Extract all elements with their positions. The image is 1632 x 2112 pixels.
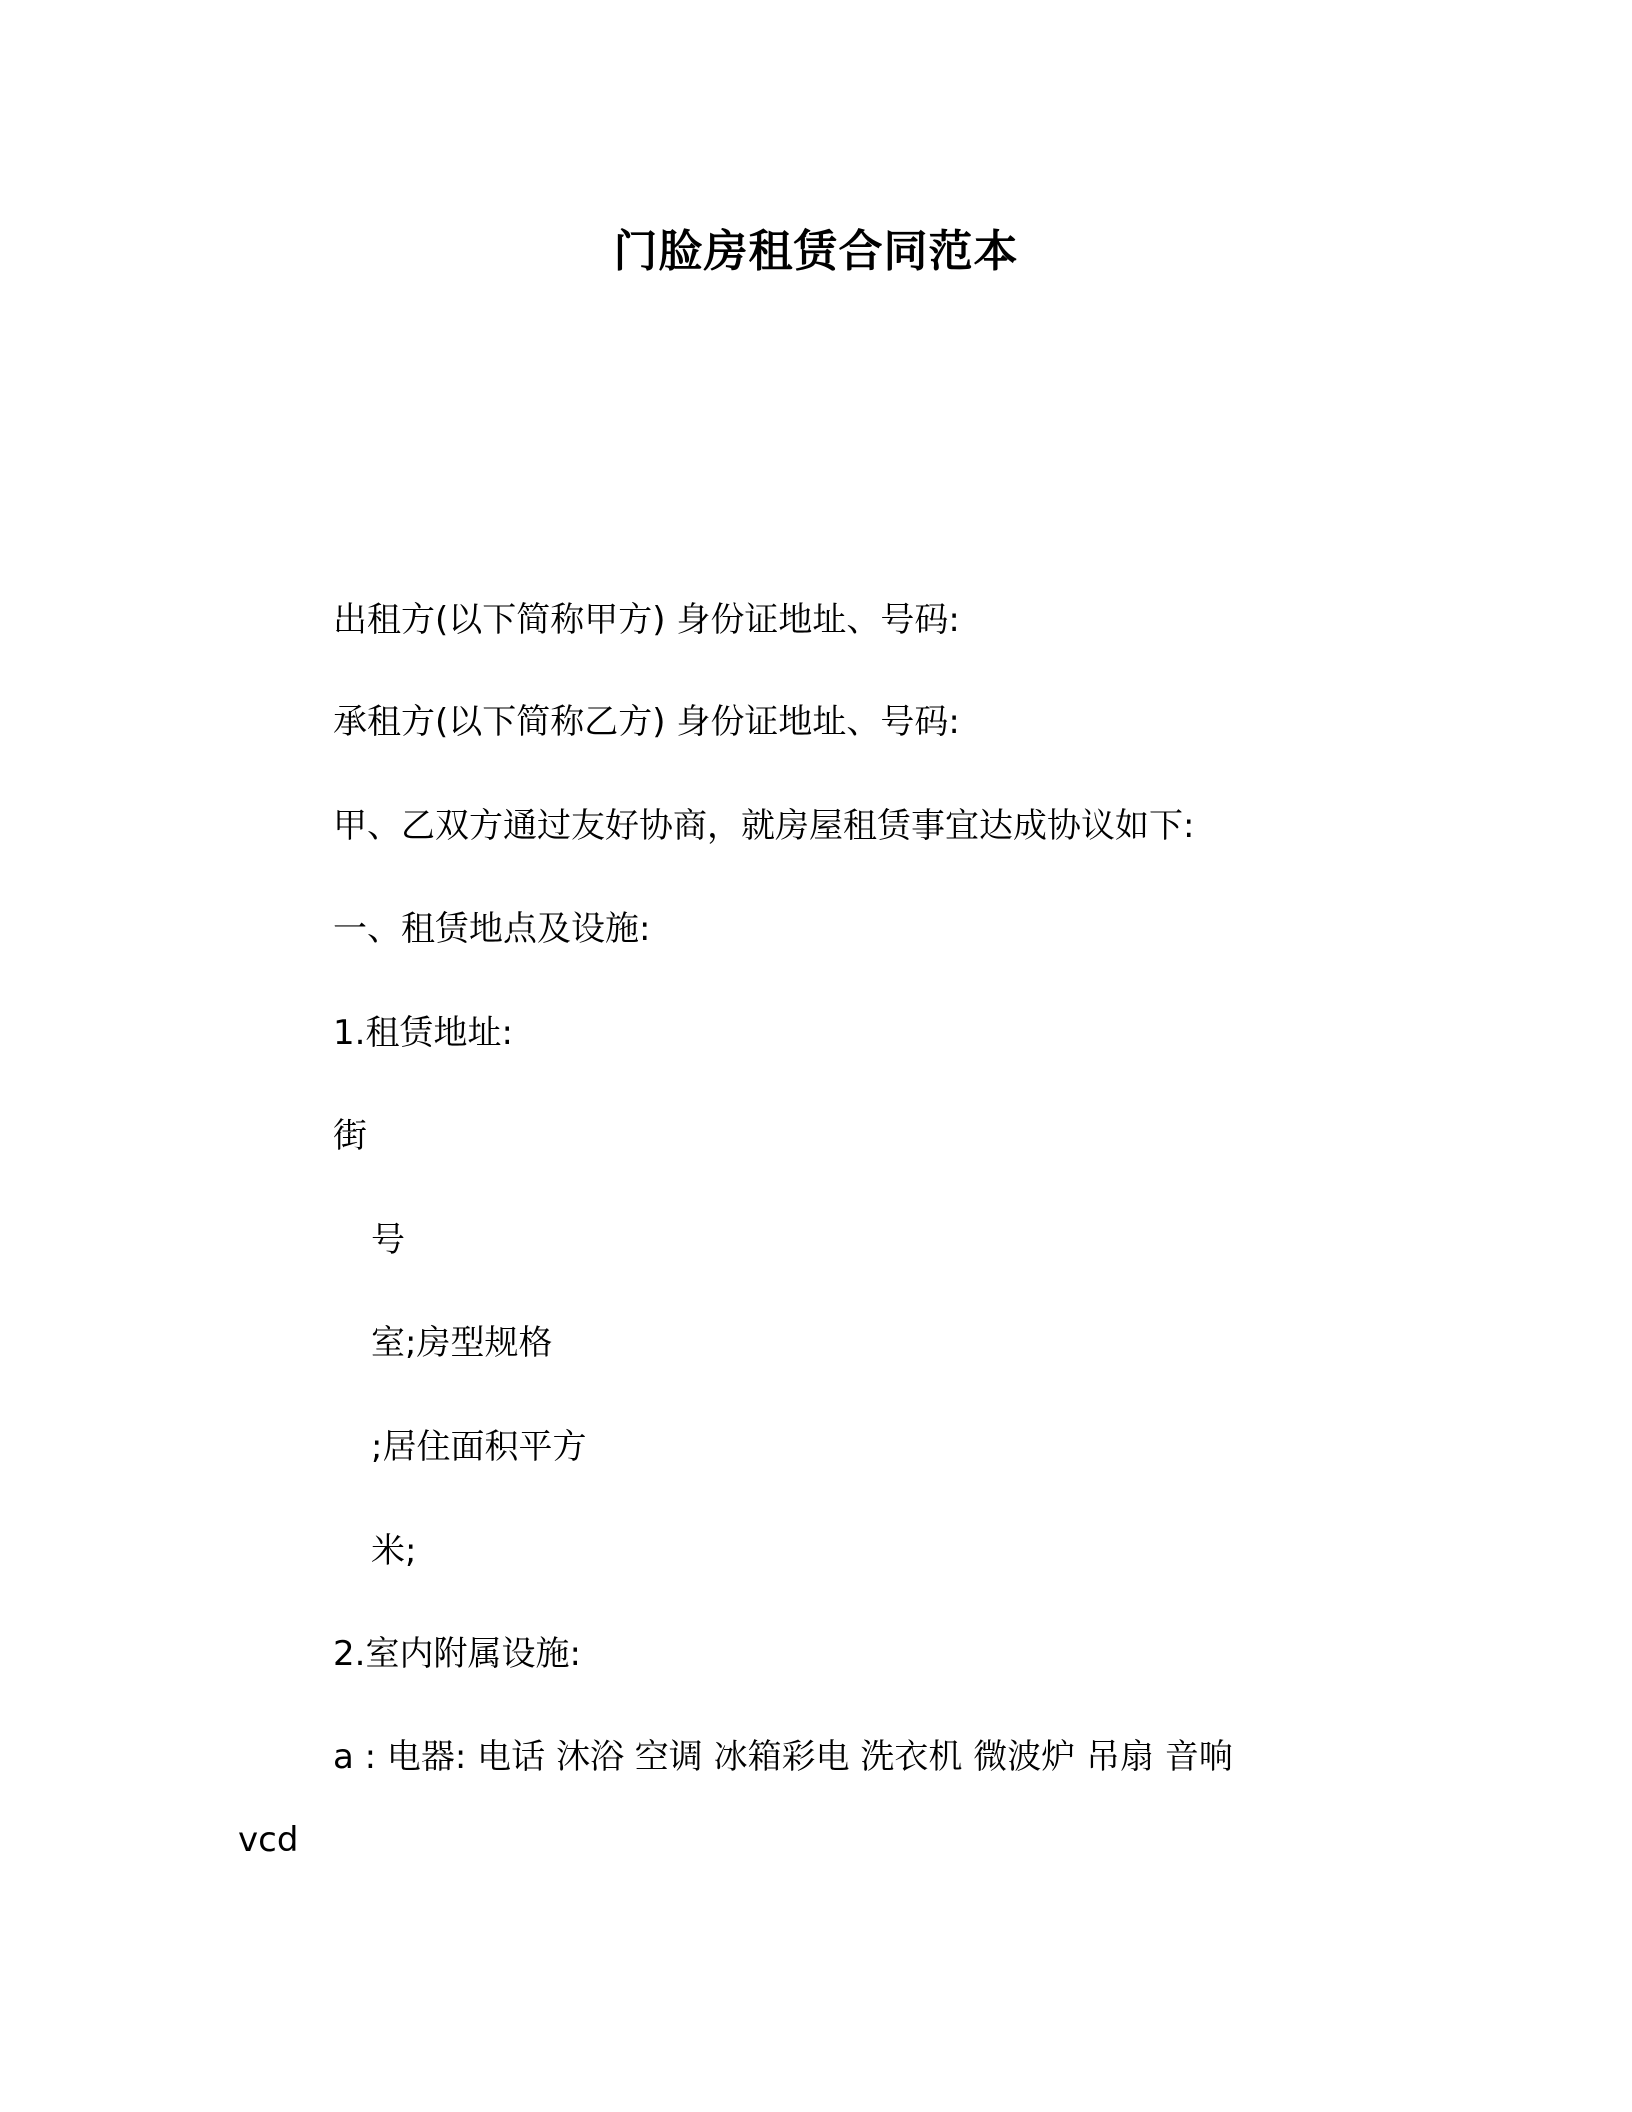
lessor-line: 出租方(以下简称甲方) 身份证地址、号码: xyxy=(333,600,960,640)
living-area-line: ;居住面积平方 xyxy=(371,1427,587,1467)
section-heading-1: 一、租赁地点及设施: xyxy=(333,909,651,949)
clause-1-2: 2.室内附属设施: xyxy=(333,1634,581,1674)
address-number-line: 号 xyxy=(371,1220,405,1260)
appliances-line: a : 电器: 电话 沐浴 空调 冰箱彩电 洗衣机 微波炉 吊扇 音响 xyxy=(333,1737,1233,1777)
area-unit-line: 米; xyxy=(371,1531,417,1571)
clause-1-1: 1.租赁地址: xyxy=(333,1013,513,1053)
room-type-line: 室;房型规格 xyxy=(371,1323,553,1363)
appliances-continued: vcd xyxy=(238,1820,299,1860)
lessee-line: 承租方(以下简称乙方) 身份证地址、号码: xyxy=(333,702,960,742)
agreement-intro-line: 甲、乙双方通过友好协商，就房屋租赁事宜达成协议如下: xyxy=(333,806,1195,846)
address-street-line: 街 xyxy=(333,1116,367,1156)
document-title: 门脸房租赁合同范本 xyxy=(613,226,1019,277)
